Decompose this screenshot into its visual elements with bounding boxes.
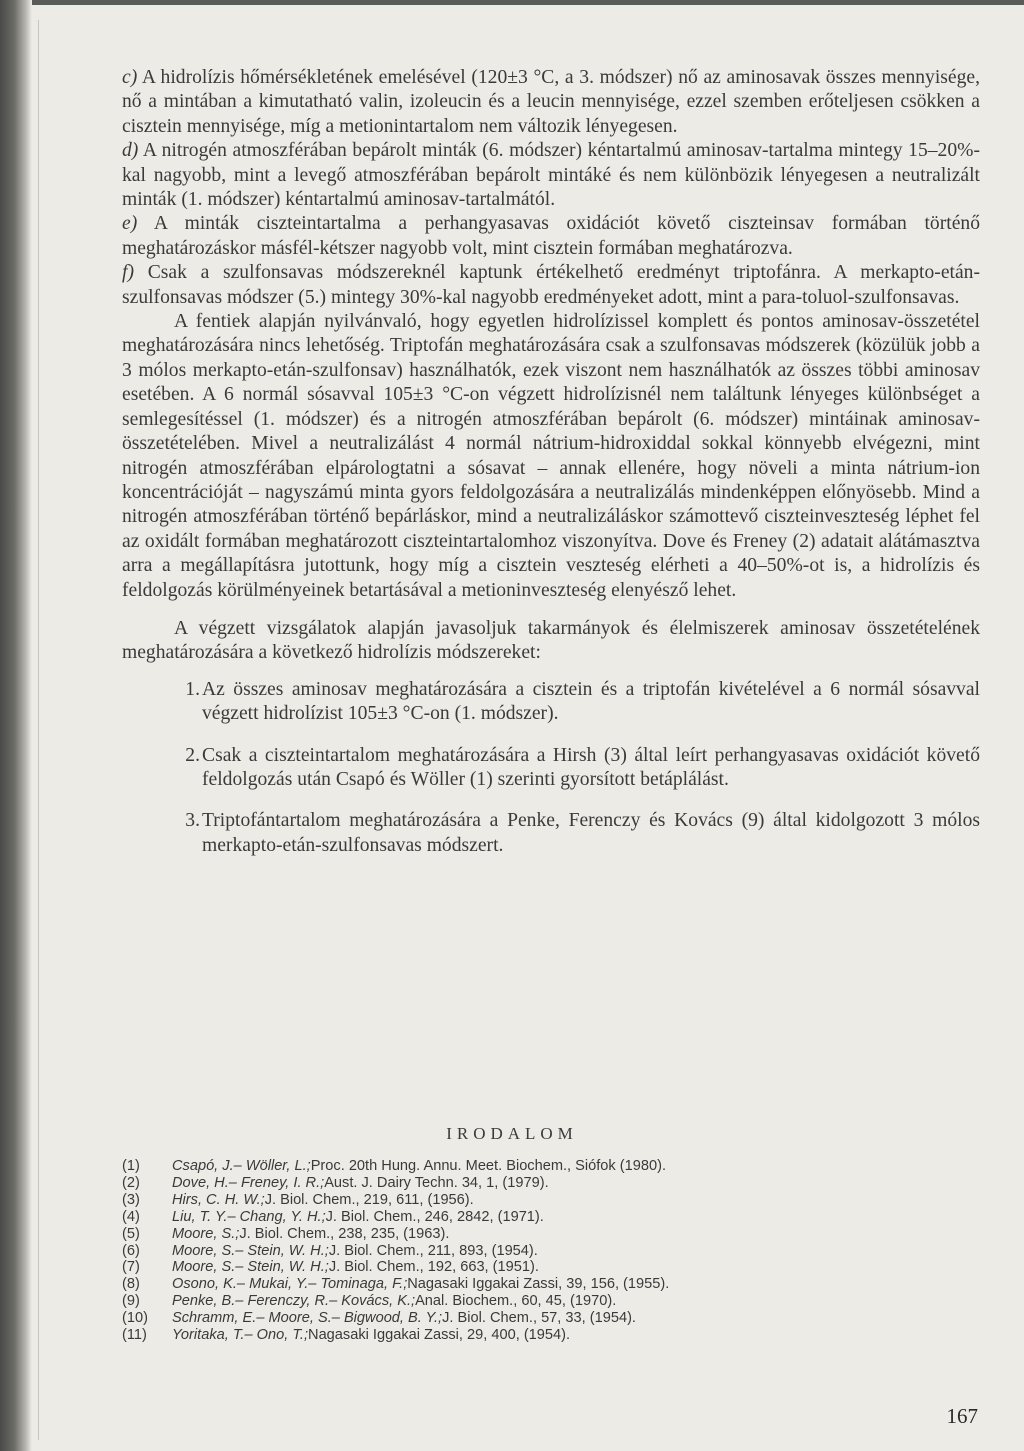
item-label: e) bbox=[122, 213, 138, 235]
reference-item bbox=[122, 1209, 922, 1226]
list-item bbox=[122, 809, 980, 858]
reference-item bbox=[122, 1327, 922, 1344]
reference-source: J. Biol. Chem., 192, 663, (1951). bbox=[328, 1259, 539, 1276]
reference-authors: Moore, S.– Stein, W. H.; bbox=[172, 1259, 329, 1276]
reference-item bbox=[122, 1175, 922, 1192]
references-title: IRODALOM bbox=[446, 1124, 578, 1143]
reference-source: J. Biol. Chem., 219, 611, (1956). bbox=[264, 1191, 474, 1208]
reference-number: (9) bbox=[122, 1293, 140, 1310]
reference-source: Anal. Biochem., 60, 45, (1970). bbox=[415, 1293, 617, 1310]
reference-number: (5) bbox=[122, 1225, 140, 1242]
reference-authors: Dove, H.– Freney, I. R.; bbox=[172, 1174, 325, 1191]
reference-authors: Moore, S.– Stein, W. H.; bbox=[172, 1242, 329, 1259]
list-number: 3. bbox=[185, 810, 200, 832]
reference-number: (7) bbox=[122, 1259, 140, 1276]
reference-number: (6) bbox=[122, 1242, 140, 1259]
reference-number: (11) bbox=[122, 1327, 147, 1344]
item-label: f) bbox=[122, 262, 134, 284]
reference-authors: Csapó, J.– Wöller, L.; bbox=[172, 1158, 311, 1174]
reference-authors: Penke, B.– Ferenczy, R.– Kovács, K.; bbox=[172, 1293, 416, 1310]
reference-item bbox=[122, 1226, 922, 1243]
paragraph-recommendation-intro: A végzett vizsgálatok alapján javasoljuk takarmányok és élelmiszerek aminosav összetételének meghatározására a következő hidrolízis módszereket: bbox=[122, 617, 980, 664]
reference-item bbox=[122, 1158, 922, 1175]
recommendation-list bbox=[122, 678, 980, 858]
list-item bbox=[122, 744, 980, 793]
reference-authors: Liu, T. Y.– Chang, Y. H.; bbox=[172, 1208, 326, 1225]
reference-source: J. Biol. Chem., 246, 2842, (1971). bbox=[325, 1208, 544, 1225]
binding-edge bbox=[0, 0, 32, 1451]
paragraph-d bbox=[122, 139, 980, 212]
reference-number: (10) bbox=[122, 1310, 148, 1327]
reference-item bbox=[122, 1310, 922, 1327]
page-number: 167 bbox=[946, 1404, 978, 1428]
list-number: 1. bbox=[185, 678, 200, 700]
item-label: c) bbox=[122, 67, 138, 88]
references-list bbox=[122, 1158, 922, 1344]
reference-number: (8) bbox=[122, 1276, 140, 1293]
reference-item bbox=[122, 1243, 922, 1260]
list-text: Triptofántartalom meghatározására a Penke, Ferenczy és Kovács (9) által kidolgozott 3 mólos merkapto-etán-szulfonsavas módszert. bbox=[202, 810, 980, 856]
list-number: 2. bbox=[185, 744, 200, 766]
paragraph-e bbox=[122, 212, 980, 261]
reference-source: Nagasaki Iggakai Zassi, 39, 156, (1955). bbox=[407, 1276, 670, 1293]
paragraph-f bbox=[122, 261, 980, 310]
list-text: Csak a ciszteintartalom meghatározására a Hirsh (3) által leírt perhangyasavas oxidációt követő feldolgozás után Csapó és Wöller (1) szerinti gyorsított betáplálást. bbox=[202, 744, 980, 790]
reference-item bbox=[122, 1276, 922, 1293]
reference-source: J. Biol. Chem., 57, 33, (1954). bbox=[442, 1310, 636, 1327]
reference-authors: Moore, S.; bbox=[172, 1225, 240, 1242]
reference-source: Aust. J. Dairy Techn. 34, 1, (1979). bbox=[324, 1174, 549, 1191]
reference-authors: Yoritaka, T.– Ono, T.; bbox=[172, 1327, 309, 1344]
paragraph-text: A nitrogén atmoszférában bepárolt minták (6. módszer) kéntartalmú aminosav-tartalma mintegy 15–20%-kal nagyobb, mint a levegő atmoszférában bepárolt mintáké és nem különbözik lényegesen a neutralizált minták (1. módszer) kéntartalmú aminosav-tartalmától. bbox=[122, 140, 980, 211]
list-item bbox=[122, 678, 980, 727]
reference-number: (2) bbox=[122, 1174, 140, 1191]
page-top-edge bbox=[0, 0, 1024, 5]
reference-number: (3) bbox=[122, 1191, 140, 1208]
reference-source: J. Biol. Chem., 211, 893, (1954). bbox=[328, 1242, 538, 1259]
paragraph-summary: A fentiek alapján nyilvánvaló, hogy egyetlen hidrolízissel komplett és pontos aminosav-összetétel meghatározására nincs lehetőség. Triptofán meghatározására csak a szulfonsavas módszerek (közülük jobb a 3 mólos merkapto-etán-szulfonsav) használhatók, ezek viszont nem használhatók az összes többi aminosav esetében. A 6 normál sósavval 105±3 °C-on végzett hidrolízisnél nem találtunk lényeges különbséget a semlegesítéssel (1. módszer) és a nitrogén atmoszférában bepárolt (6. módszer) mintáinak aminosav-összetételében. Mivel a neutralizálást 4 normál nátrium-hidroxiddal sokkal könnyebb elvégezni, mint nitrogén atmoszférában elpárologtatni a sósavat – annak ellenére, hogy növeli a minta nátrium-ion koncentrációját – nagyszámú minta gyors feldolgozására a neutralizálás mindenképpen előnyösebb. Mind a nitrogén atmoszférában történő bepárláskor, mind a neutralizáláskor számottevő ciszteinveszteség léphet fel az oxidált formában meghatározott ciszteintartalomhoz viszonyítva. Dove és Freney (2) adatait alátámasztva arra a megállapításra jutottunk, hogy míg a cisztein veszteség elérheti a 40–50%-ot is, a hidrolízis és feldolgozás körülményeinek betartásával a metioninveszteség elenyésző lehet. bbox=[122, 311, 980, 601]
reference-item bbox=[122, 1192, 922, 1209]
reference-authors: Schramm, E.– Moore, S.– Bigwood, B. Y.; bbox=[172, 1310, 443, 1327]
reference-authors: Osono, K.– Mukai, Y.– Tominaga, F.; bbox=[172, 1276, 408, 1293]
reference-item bbox=[122, 1259, 922, 1276]
paragraph-text: A minták ciszteintartalma a perhangyasavas oxidációt követő ciszteinsav formában történő meghatározáskor másfél-kétszer nagyobb volt, mint cisztein formában meghatározva. bbox=[122, 213, 980, 259]
item-label: d) bbox=[122, 140, 139, 162]
paragraph-text: Csak a szulfonsavas módszereknél kaptunk értékelhető eredményt triptofánra. A merkapto-etán-szulfonsavas módszer (5.) mintegy 30%-kal nagyobb eredményeket adott, mint a para-toluol-szulfonsavas. bbox=[122, 262, 980, 308]
reference-authors: Hirs, C. H. W.; bbox=[172, 1191, 265, 1208]
reference-source: Nagasaki Iggakai Zassi, 29, 400, (1954). bbox=[308, 1327, 571, 1344]
list-text: Az összes aminosav meghatározására a cisztein és a triptofán kivételével a 6 normál sósavval végzett hidrolízist 105±3 °C-on (1. módszer). bbox=[202, 678, 980, 725]
reference-source: Proc. 20th Hung. Annu. Meet. Biochem., Siófok (1980). bbox=[310, 1158, 667, 1174]
reference-item bbox=[122, 1293, 922, 1310]
reference-number: (1) bbox=[122, 1158, 140, 1174]
reference-number: (4) bbox=[122, 1208, 140, 1225]
body-text bbox=[122, 66, 980, 875]
paragraph-c bbox=[122, 66, 980, 139]
reference-source: J. Biol. Chem., 238, 235, (1963). bbox=[239, 1225, 450, 1242]
paragraph-text: A hidrolízis hőmérsékletének emelésével (120±3 °C, a 3. módszer) nő az aminosavak összes mennyisége, nő a mintában a kimutatható valin, izoleucin és a leucin mennyisége, ezzel szemben erőteljesen csökken a cisztein mennyisége, míg a metionintartalom nem változik lényegesen. bbox=[122, 67, 980, 137]
margin-line bbox=[38, 20, 39, 1440]
